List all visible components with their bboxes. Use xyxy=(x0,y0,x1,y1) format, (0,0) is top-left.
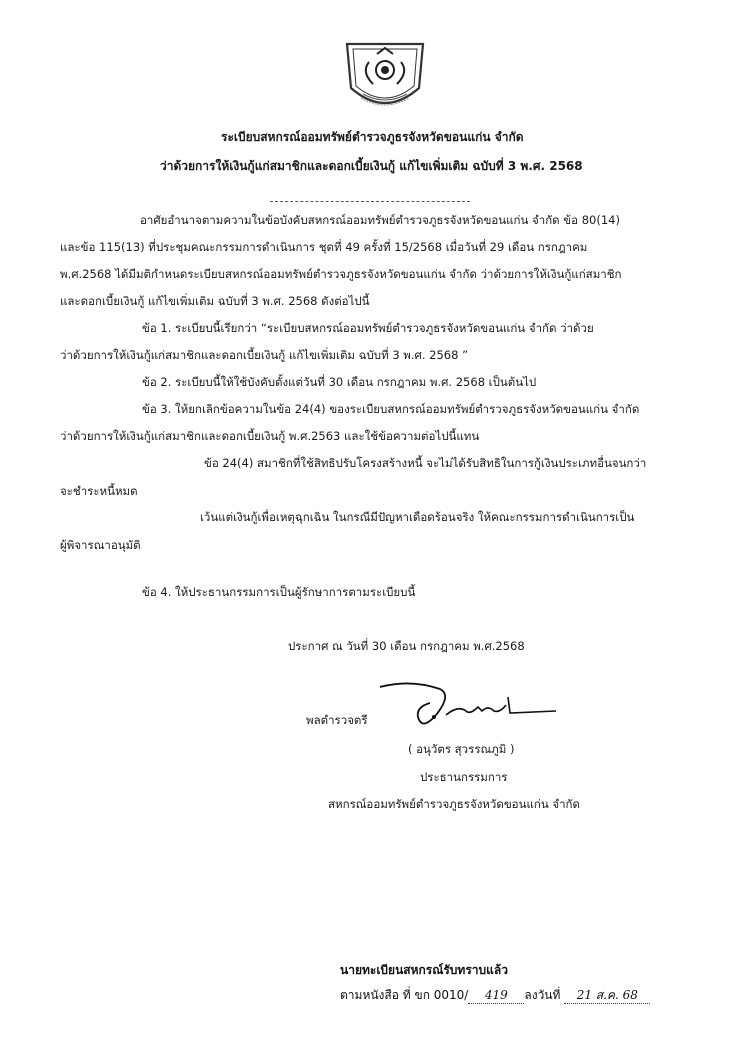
registrar-acknowledgement: นายทะเบียนสหกรณ์รับทราบแล้ว xyxy=(340,963,508,977)
regulation-title: ระเบียบสหกรณ์ออมทรัพย์ตำรวจภูธรจังหวัดขอนแก่น จำกัด xyxy=(221,130,524,144)
clause-24-4-line: เว้นแต่เงินกู้เพื่อเหตุฉุกเฉิน ในกรณีมีปัญหาเดือดร้อนจริง ให้คณะกรรมการดำเนินการเป็น xyxy=(200,510,635,524)
clause-1-line: ข้อ 1. ระเบียบนี้เรียกว่า “ระเบียบสหกรณ์ออมทรัพย์ตำรวจภูธรจังหวัดขอนแก่น จำกัด ว่าด้วย xyxy=(142,321,594,335)
reference-date-value: 21 ส.ค. 68 xyxy=(564,988,650,1004)
signer-position: ประธานกรรมการ xyxy=(420,770,508,784)
preamble-line: และข้อ 115(13) ที่ประชุมคณะกรรมการดำเนินการ ชุดที่ 49 ครั้งที่ 15/2568 เมื่อวันที่ 29 เดือน กรกฎาคม xyxy=(60,240,588,254)
handwritten-signature xyxy=(370,675,560,735)
clause-24-4-line: ผู้พิจารณาอนุมัติ xyxy=(60,538,141,552)
signer-rank: พลตำรวจตรี xyxy=(306,713,368,727)
clause-3-line: ว่าด้วยการให้เงินกู้แก่สมาชิกและดอกเบี้ยเงินกู้ พ.ศ.2563 และใช้ข้อความต่อไปนี้แทน xyxy=(60,429,480,443)
clause-24-4-line: ข้อ 24(4) สมาชิกที่ใช้สิทธิปรับโครงสร้างหนี้ จะไม่ได้รับสิทธิในการกู้เงินประเภทอื่นจนกว่า xyxy=(204,456,647,470)
reference-prefix: ตามหนังสือ ที่ ขก 0010/ xyxy=(340,988,469,1002)
header-divider xyxy=(270,201,470,202)
preamble-line: พ.ศ.2568 ได้มีมติกำหนดระเบียบสหกรณ์ออมทรัพย์ตำรวจภูธรจังหวัดขอนแก่น จำกัด ว่าด้วยการให้เงินกู้แก่สมาชิก xyxy=(60,267,622,281)
preamble-line: อาศัยอำนาจตามความในข้อบังคับสหกรณ์ออมทรัพย์ตำรวจภูธรจังหวัดขอนแก่น จำกัด ข้อ 80(14) xyxy=(140,213,620,227)
preamble-line: และดอกเบี้ยเงินกู้ แก้ไขเพิ่มเติม ฉบับที่ 3 พ.ศ. 2568 ดังต่อไปนี้ xyxy=(60,294,370,308)
clause-4: ข้อ 4. ให้ประธานกรรมการเป็นผู้รักษาการตามระเบียบนี้ xyxy=(142,585,416,599)
clause-3-line: ข้อ 3. ให้ยกเลิกข้อความในข้อ 24(4) ของระเบียบสหกรณ์ออมทรัพย์ตำรวจภูธรจังหวัดขอนแก่น จำกัด xyxy=(142,402,640,416)
registrar-reference-line xyxy=(340,988,650,1004)
signer-organization: สหกรณ์ออมทรัพย์ตำรวจภูธรจังหวัดขอนแก่น จำกัด xyxy=(328,797,580,811)
reference-date-label: ลงวันที่ xyxy=(524,988,561,1002)
book-number: 419 xyxy=(468,988,524,1004)
clause-24-4-line: จะชำระหนี้หมด xyxy=(60,484,138,498)
signer-name: ( อนุวัตร สุวรรณภูมิ ) xyxy=(408,742,515,756)
clause-2: ข้อ 2. ระเบียบนี้ให้ใช้บังคับตั้งแต่วันที่ 30 เดือน กรกฎาคม พ.ศ. 2568 เป็นต้นไป xyxy=(142,375,537,389)
cooperative-seal-logo xyxy=(339,36,431,116)
regulation-subtitle: ว่าด้วยการให้เงินกู้แก่สมาชิกและดอกเบี้ยเงินกู้ แก้ไขเพิ่มเติม ฉบับที่ 3 พ.ศ. 2568 xyxy=(160,159,583,173)
clause-1-line: ว่าด้วยการให้เงินกู้แก่สมาชิกและดอกเบี้ยเงินกู้ แก้ไขเพิ่มเติม ฉบับที่ 3 พ.ศ. 2568 ” xyxy=(60,348,469,362)
announcement-date: ประกาศ ณ วันที่ 30 เดือน กรกฎาคม พ.ศ.2568 xyxy=(288,639,525,653)
